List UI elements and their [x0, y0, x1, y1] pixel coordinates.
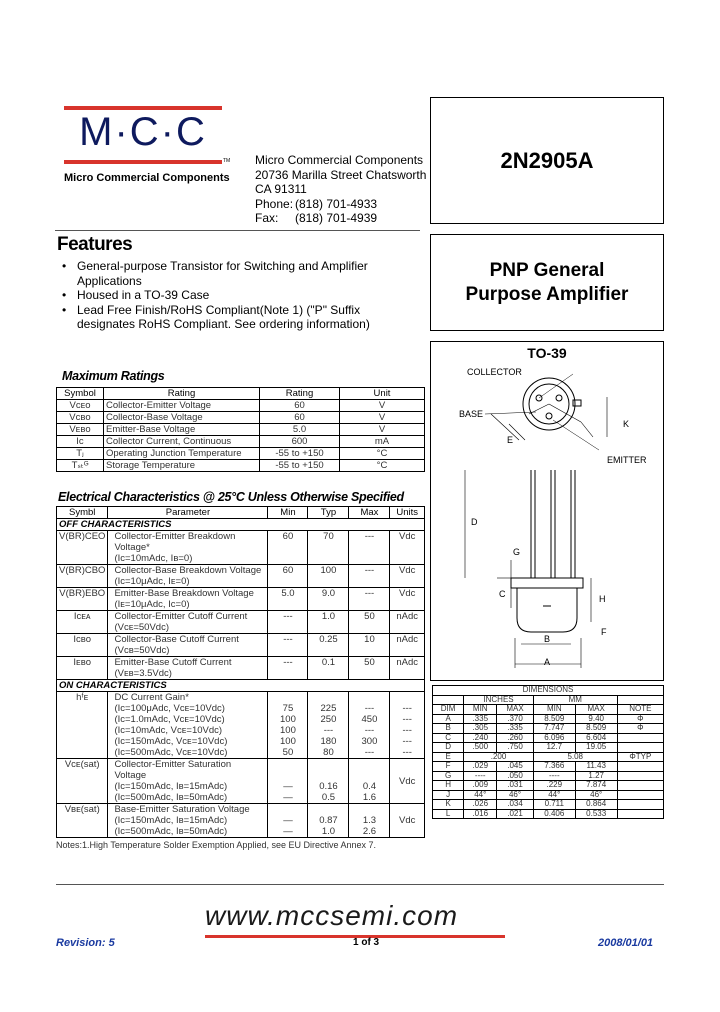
- label-emitter: EMITTER: [607, 455, 647, 465]
- features-list: [62, 259, 417, 332]
- table-row: Tⱼ Operating Junction Temperature -55 to +150 °C: [57, 448, 425, 460]
- phone-label: Phone:: [255, 196, 294, 211]
- description-box: [430, 234, 664, 331]
- electrical-title: Electrical Characteristics @ 25°C Unless Otherwise Specified: [58, 490, 404, 504]
- table-row: Vᴄʙᴏ Collector-Base Voltage 60 V: [57, 412, 425, 424]
- table-row: V(BR)EBO Emitter-Base Breakdown Voltage (Iᴇ=10μAdc, Iᴄ=0) 5.0 9.0 --- Vdc: [57, 588, 425, 611]
- address-street: 20736 Marilla Street Chatsworth: [255, 167, 427, 182]
- to39-package-drawing: [431, 342, 665, 678]
- table-row: B .305 .335 7.747 8.509 Φ: [433, 724, 664, 734]
- label-g: G: [513, 547, 521, 557]
- label-collector: COLLECTOR: [467, 367, 522, 377]
- package-diagram-box: [430, 341, 664, 681]
- table-row: K .026 .034 0.711 0.864: [433, 800, 664, 810]
- on-characteristics-heading: ON CHARACTERISTICS: [57, 680, 425, 692]
- revision-date: 2008/01/01: [598, 937, 654, 949]
- table-row: J 44° 46° 44° 46°: [433, 790, 664, 800]
- company-address: [255, 153, 426, 226]
- table-row: F .029 .045 7.366 11.43: [433, 762, 664, 772]
- table-row: D .500 .750 12.7 19.05: [433, 743, 664, 753]
- table-row: V(BR)CBO Collector-Base Breakdown Voltage (Iᴄ=10μAdc, Iᴇ=0) 60 100 --- Vdc: [57, 565, 425, 588]
- table-row: V(BR)CEO Collector-Emitter Breakdown Voltage* (Iᴄ=10mAdc, Iʙ=0) 60 70 --- Vdc: [57, 531, 425, 565]
- package-title: TO-39: [527, 345, 567, 361]
- page-number: 1 of 3: [353, 937, 380, 948]
- label-f: F: [601, 627, 607, 637]
- table-row: E .200 5.08 ΦTYP: [433, 752, 664, 762]
- footer-rule: [56, 884, 664, 885]
- table-row: Vᴄᴇᴏ Collector-Emitter Voltage 60 V: [57, 400, 425, 412]
- features-rule: [55, 230, 420, 231]
- table-row: C .240 .260 6.096 6.604: [433, 733, 664, 743]
- label-h: H: [599, 594, 606, 604]
- table-row: Vᴄᴇ(sat) Collector-Emitter Saturation Voltage (Iᴄ=150mAdc, Iʙ=15mAdc) (Iᴄ=500mAdc, Iʙ=50mAdc) — — 0.16 0.5 0.4 1.6 Vdc: [57, 759, 425, 804]
- table-row: Vʙᴇ(sat) Base-Emitter Saturation Voltage (Iᴄ=150mAdc, Iʙ=15mAdc) (Iᴄ=500mAdc, Iʙ=50mAdc) — — 0.87 1.0 1.3 2.6 Vdc: [57, 804, 425, 838]
- fax-number: (818) 701-4939: [295, 211, 378, 225]
- fax-label: Fax:: [255, 211, 279, 225]
- logo-subtitle: Micro Commercial Components: [64, 172, 230, 184]
- table-row: Iᴇʙᴏ Emitter-Base Cutoff Current (Vᴇʙ=3.5Vdc) --- 0.1 50 nAdc: [57, 657, 425, 680]
- address-company: Micro Commercial Components: [255, 153, 424, 167]
- label-c: C: [499, 589, 506, 599]
- table-row: Iᴄʙᴏ Collector-Base Cutoff Current (Vᴄʙ=50Vdc) --- 0.25 10 nAdc: [57, 634, 425, 657]
- table-row: hᶠᴇ DC Current Gain* (Iᴄ=100μAdc, Vᴄᴇ=10Vdc) (Iᴄ=1.0mAdc, Vᴄᴇ=10Vdc) (Iᴄ=10mAdc, Vᴄᴇ=10Vdc) (Iᴄ=150mAdc, Vᴄᴇ=10Vdc) (Iᴄ=500mAdc, Vᴄᴇ=10Vdc) 75 100 100 100 50 225 250 --- 180 80 --- 450 --- 300 --- --- --- --- --- ---: [57, 692, 425, 759]
- label-d: D: [471, 517, 478, 527]
- off-characteristics-heading: OFF CHARACTERISTICS: [57, 519, 425, 531]
- label-b: B: [544, 634, 551, 644]
- part-number: 2N2905A: [500, 147, 594, 173]
- label-base: BASE: [459, 409, 484, 419]
- label-k: K: [623, 419, 630, 429]
- feature-item: • Lead Free Finish/RoHS Compliant(Note 1) ("P" Suffix designates RoHS Compliant. See ordering information): [62, 302, 370, 331]
- table-row: Vᴇʙᴏ Emitter-Base Voltage 5.0 V: [57, 424, 425, 436]
- revision-label: Revision: 5: [56, 937, 115, 949]
- label-e: E: [507, 435, 514, 445]
- label-a: A: [544, 657, 551, 667]
- table-row: L .016 .021 0.406 0.533: [433, 809, 664, 819]
- footnote: Notes:1.High Temperature Solder Exemption Applied, see EU Directive Annex 7.: [56, 840, 377, 850]
- features-title: Features: [57, 234, 133, 255]
- description-line1: PNP General: [489, 259, 605, 281]
- feature-item: • Housed in a TO-39 Case: [62, 288, 210, 302]
- table-row: A .335 .370 8.509 9.40 Φ: [433, 714, 664, 724]
- feature-item: • General-purpose Transistor for Switching and Amplifier Applications: [62, 259, 368, 288]
- phone-number: (818) 701-4933: [295, 196, 378, 211]
- table-row: H .009 .031 .229 7.874: [433, 781, 664, 791]
- table-row: Iᴄ Collector Current, Continuous 600 mA: [57, 436, 425, 448]
- table-row: Iᴄᴇᴀ Collector-Emitter Cutoff Current (Vᴄᴇ=50Vdc) --- 1.0 50 nAdc: [57, 611, 425, 634]
- description-line2: Purpose Amplifier: [465, 283, 629, 305]
- trademark-mark: TM: [223, 158, 231, 164]
- part-number-box: [430, 97, 664, 224]
- electrical-table: Symbl Parameter Min Typ Max Units OFF CHARACTERISTICS V(BR)CEO Collector-Emitter Breakdown Voltage* (Iᴄ=10mAdc, Iʙ=0) 60 70 --- Vdc V(BR)CBO Collector-Base Breakdown Voltage (Iᴄ=10μAdc, Iᴇ=0) 60 100 --- Vdc V(BR)EBO Emitter-Base Breakdown Voltage (Iᴇ=10μAdc, Iᴄ=0) 5.0 9.0 --- Vdc Iᴄᴇᴀ Collector-Emitter Cutoff Current (Vᴄᴇ=50Vdc) --- 1.0 50 nAdc Iᴄʙᴏ Collector-Base Cutoff Current (Vᴄʙ=50Vdc) --- 0.25 10 nAdc Iᴇʙᴏ Emitter-Base Cutoff Current (Vᴇʙ=3.5Vdc) --- 0.1 50 nAdc ON CHARACTERISTICS hᶠᴇ DC Current Gain* (Iᴄ=100μAdc, Vᴄᴇ=10Vdc) (Iᴄ=1.0mAdc, Vᴄᴇ=10Vdc) (Iᴄ=10mAdc, Vᴄᴇ=10Vdc) (Iᴄ=150mAdc, Vᴄᴇ=10Vdc) (Iᴄ=500mAdc, Vᴄᴇ=10Vdc) 75 100 100 100 50 225 250 --- 180 80 --- 450 --- 300 --- --- --- --- --- --- Vᴄᴇ(sat) Collector-Emitter Saturation Voltage (Iᴄ=150mAdc, Iʙ=15mAdc) (Iᴄ=500mAdc, Iʙ=50mAdc) — — 0.16 0.5 0.4 1.6 Vdc Vʙᴇ(sat) Base-Emitter Saturation Voltage (Iᴄ=150mAdc, Iʙ=15mAdc) (Iᴄ=500mAdc, Iʙ=50mAdc) — — 0.87 1.0 1.3 2.6 Vdc: [56, 506, 425, 838]
- dimensions-table: DIMENSIONS INCHES MM DIM MIN MAX MIN MAX NOTE A .335 .370 8.509 9.40 Φ B .305 .335 7.747 8.509 Φ C .240 .260 6.096 6.604 D .500 .750 12.7 19.05 E .200 5.08 ΦTYP F .029 .045 7.366 11.43 G ---- .050 ---- 1.27 H .009 .031 .229 7.874 J 44° 46° 44° 46° K .026 .034 0.711 0.864 L .016 .021 0.406 0.533: [432, 685, 664, 819]
- max-ratings-table: Symbol Rating Rating Unit Vᴄᴇᴏ Collector-Emitter Voltage 60 V Vᴄʙᴏ Collector-Base Voltage 60 V Vᴇʙᴏ Emitter-Base Voltage 5.0 V Iᴄ Collector Current, Continuous 600 mA Tⱼ Operating Junction Temperature -55 to +150 °C Tₛₜᴳ Storage Temperature -55 to +150 °C: [56, 387, 425, 472]
- logo-bottom-bar: [64, 160, 222, 164]
- website-link[interactable]: www.mccsemi.com: [205, 900, 459, 931]
- table-row: Tₛₜᴳ Storage Temperature -55 to +150 °C: [57, 460, 425, 472]
- max-ratings-title: Maximum Ratings: [62, 369, 165, 383]
- table-row: G ---- .050 ---- 1.27: [433, 771, 664, 781]
- address-city: CA 91311: [255, 182, 307, 196]
- company-logo: M·C·C: [79, 110, 207, 154]
